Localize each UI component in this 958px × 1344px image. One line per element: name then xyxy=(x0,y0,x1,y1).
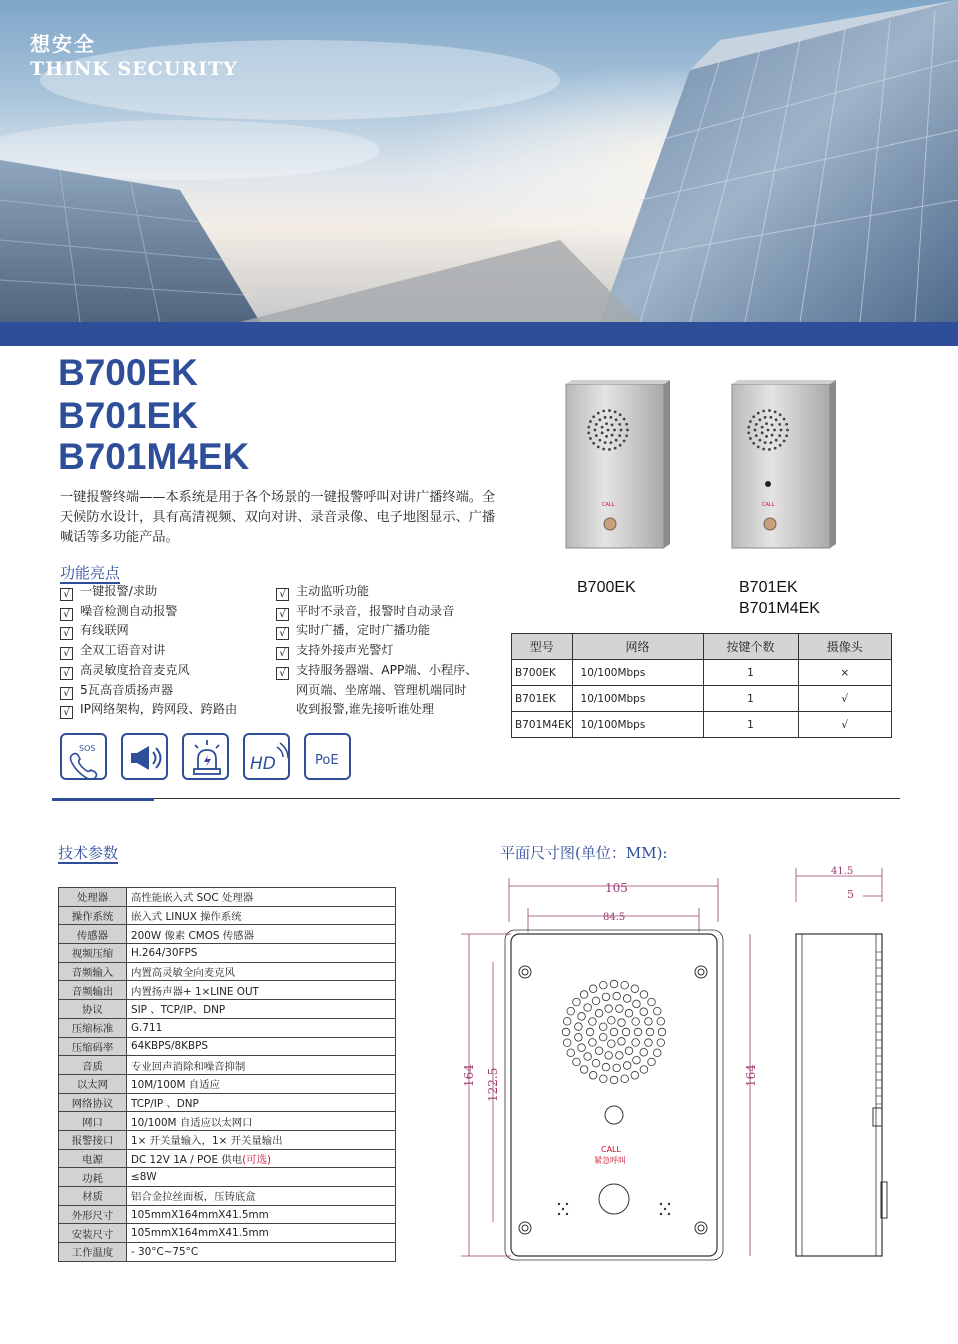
spec-value xyxy=(127,1205,396,1224)
table-cell: √ xyxy=(798,712,891,738)
spec-value-text: 64KBPS/8KBPS xyxy=(131,1040,208,1053)
spec-key: 以太网 xyxy=(59,1074,127,1093)
model-title: B700EK xyxy=(58,352,198,393)
spec-value xyxy=(127,1224,396,1243)
spec-value-text: DC 12V 1A / POE 供电 xyxy=(131,1153,243,1166)
spec-value xyxy=(127,981,396,1000)
spec-value xyxy=(127,1018,396,1037)
product-label-b701ek: B701EK xyxy=(739,579,798,596)
dim-lip: 5 xyxy=(847,888,854,901)
feature-item xyxy=(60,700,237,720)
table-cell: 1 xyxy=(703,712,798,738)
spec-value xyxy=(127,1112,396,1131)
product-photo-b701ek xyxy=(726,378,846,554)
feature-item xyxy=(276,681,477,701)
table-cell: B701EK xyxy=(512,686,573,712)
check-icon: √ xyxy=(60,608,73,621)
building-skyline-image xyxy=(0,0,958,322)
spec-value-text: 105mmX164mmX41.5mm xyxy=(131,1227,269,1240)
poe-icon xyxy=(304,733,351,780)
model-comparison-table xyxy=(511,633,892,738)
dim-width: 105 xyxy=(605,881,628,895)
feature-label: 实时广播，定时广播功能 xyxy=(296,623,431,638)
spec-row xyxy=(59,944,396,963)
spec-key: 外形尺寸 xyxy=(59,1205,127,1224)
spec-row xyxy=(59,1093,396,1112)
spec-key: 视频压缩 xyxy=(59,944,127,963)
spec-key: 功耗 xyxy=(59,1168,127,1187)
spec-key: 处理器 xyxy=(59,888,127,907)
spec-value-text: 铝合金拉丝面板，压铸底盒 xyxy=(131,1191,256,1204)
spec-row xyxy=(59,1112,396,1131)
feature-label: 高灵敏度拾音麦克风 xyxy=(80,662,190,677)
spec-value-text: 10/100M 自适应以太网口 xyxy=(131,1116,253,1129)
specs-heading: 技术参数 xyxy=(58,844,119,862)
feature-label: 主动监听功能 xyxy=(296,584,370,598)
check-icon: √ xyxy=(60,588,73,601)
model-title: B701M4EK xyxy=(58,436,250,477)
spec-value-text: 嵌入式 LINUX 操作系统 xyxy=(131,911,242,924)
check-icon: √ xyxy=(60,687,73,700)
spec-value xyxy=(127,962,396,981)
spec-row xyxy=(59,1056,396,1075)
feature-item xyxy=(60,621,237,641)
spec-value-text: 高性能嵌入式 SOC 处理器 xyxy=(131,892,254,905)
feature-label: 噪音检测自动报警 xyxy=(80,603,178,618)
spec-value-text: ≤8W xyxy=(131,1171,157,1184)
hd-video-icon xyxy=(243,733,290,780)
spec-value xyxy=(127,944,396,963)
dim-height: 164 xyxy=(462,1064,476,1087)
spec-row xyxy=(59,1168,396,1187)
features-left-list xyxy=(60,582,237,720)
svg-text:紧急呼叫: 紧急呼叫 xyxy=(594,1156,626,1165)
spec-value xyxy=(127,1130,396,1149)
dim-inner-width: 84.5 xyxy=(603,912,626,923)
brand-name-en: THINK SECURITY xyxy=(30,58,238,80)
product-photo-b700ek xyxy=(560,378,680,554)
spec-value xyxy=(127,1056,396,1075)
spec-value xyxy=(127,1149,396,1168)
spec-row xyxy=(59,1018,396,1037)
table-row xyxy=(512,712,892,738)
dimension-heading: 平面尺寸图(单位：MM): xyxy=(500,844,668,862)
table-cell: B701M4EK xyxy=(512,712,573,738)
spec-key: 音质 xyxy=(59,1056,127,1075)
feature-item xyxy=(276,582,477,602)
spec-value-text: 1× 开关量输入，1× 开关量输出 xyxy=(131,1135,283,1148)
alarm-light-icon xyxy=(182,733,229,780)
spec-value xyxy=(127,1168,396,1187)
spec-key: 工作温度 xyxy=(59,1243,127,1262)
spec-row xyxy=(59,1074,396,1093)
hero-banner xyxy=(0,0,958,322)
spec-key: 音频输出 xyxy=(59,981,127,1000)
feature-item xyxy=(276,641,477,661)
table-cell: 1 xyxy=(703,686,798,712)
spec-value xyxy=(127,1243,396,1262)
table-header-row xyxy=(512,634,892,660)
product-label-b700ek: B700EK xyxy=(577,579,636,596)
column-header: 按键个数 xyxy=(703,634,798,660)
feature-label: 平时不录音，报警时自动录音 xyxy=(296,603,455,618)
spec-row xyxy=(59,1000,396,1019)
table-cell: 10/100Mbps xyxy=(572,686,703,712)
feature-item xyxy=(60,641,237,661)
column-header: 网络 xyxy=(572,634,703,660)
features-heading: 功能亮点 xyxy=(60,564,121,582)
feature-item xyxy=(276,602,477,622)
spec-key: 材质 xyxy=(59,1187,127,1206)
spec-value-text: 200W 像素 CMOS 传感器 xyxy=(131,929,254,942)
spec-value xyxy=(127,906,396,925)
dim-depth: 41.5 xyxy=(831,866,854,877)
spec-key: 协议 xyxy=(59,1000,127,1019)
spec-value-text: 105mmX164mmX41.5mm xyxy=(131,1208,269,1221)
spec-value xyxy=(127,1093,396,1112)
dimension-drawing xyxy=(455,862,900,1274)
svg-text:SOS: SOS xyxy=(79,744,96,753)
feature-label: 一键报警/求助 xyxy=(80,584,158,598)
check-icon: √ xyxy=(276,588,289,601)
check-icon: √ xyxy=(60,647,73,660)
spec-row xyxy=(59,1130,396,1149)
spec-value xyxy=(127,888,396,907)
spec-key: 报警接口 xyxy=(59,1130,127,1149)
spec-value xyxy=(127,925,396,944)
spec-key: 压缩码率 xyxy=(59,1037,127,1056)
spec-row xyxy=(59,962,396,981)
spec-key: 网络协议 xyxy=(59,1093,127,1112)
check-icon: √ xyxy=(60,706,73,719)
spec-value-text: TCP/IP 、DNP xyxy=(131,1097,199,1110)
optional-note: (可选) xyxy=(242,1153,272,1166)
spec-row xyxy=(59,1187,396,1206)
spec-value-text: 内置高灵敏全向麦克风 xyxy=(131,967,235,980)
feature-item xyxy=(276,700,477,720)
check-icon: √ xyxy=(60,627,73,640)
spec-value xyxy=(127,1187,396,1206)
spec-value xyxy=(127,1074,396,1093)
dim-inner-height: 122.5 xyxy=(486,1067,500,1102)
spec-value-text: - 30°C~75°C xyxy=(131,1245,199,1258)
svg-text:PoE: PoE xyxy=(315,753,339,768)
check-icon: √ xyxy=(276,667,289,680)
section-divider xyxy=(52,798,900,799)
table-cell: 1 xyxy=(703,660,798,686)
feature-label: 支持服务器端、APP端、小程序、 xyxy=(296,662,478,677)
check-icon: √ xyxy=(276,608,289,621)
spec-value-text: H.264/30FPS xyxy=(131,946,198,959)
spec-key: 安装尺寸 xyxy=(59,1224,127,1243)
spec-key: 传感器 xyxy=(59,925,127,944)
section-divider-accent xyxy=(52,798,154,801)
svg-text:HD: HD xyxy=(250,754,276,774)
dim-side-height: 164 xyxy=(744,1064,758,1087)
feature-label: 支持外接声光警灯 xyxy=(296,643,394,658)
product-label-b701m4ek: B701M4EK xyxy=(739,600,820,617)
feature-label: 全双工语音对讲 xyxy=(80,643,166,658)
spec-key: 音频输入 xyxy=(59,962,127,981)
feature-label: IP网络架构，跨网段、跨路由 xyxy=(80,702,238,717)
feature-label: 网页端、坐席端、管理机端同时 xyxy=(296,682,467,697)
spec-row xyxy=(59,1205,396,1224)
feature-label: 有线联网 xyxy=(80,623,129,638)
table-row xyxy=(512,660,892,686)
table-row xyxy=(512,686,892,712)
column-header: 型号 xyxy=(512,634,573,660)
spec-value-text: 10M/100M 自适应 xyxy=(131,1079,220,1092)
spec-key: 压缩标准 xyxy=(59,1018,127,1037)
spec-row xyxy=(59,906,396,925)
feature-item xyxy=(60,602,237,622)
feature-item xyxy=(60,681,237,701)
spec-key: 操作系统 xyxy=(59,906,127,925)
svg-text:CALL: CALL xyxy=(762,502,775,508)
table-cell: 10/100Mbps xyxy=(572,660,703,686)
feature-label: 5瓦高音质扬声器 xyxy=(80,682,174,697)
spec-row xyxy=(59,1149,396,1168)
svg-text:CALL: CALL xyxy=(602,502,615,508)
spec-value-text: G.711 xyxy=(131,1021,163,1034)
spec-row xyxy=(59,1037,396,1056)
spec-row xyxy=(59,1243,396,1262)
spec-key: 电源 xyxy=(59,1149,127,1168)
spec-value xyxy=(127,1000,396,1019)
features-right-list xyxy=(276,582,477,720)
table-cell: 10/100Mbps xyxy=(572,712,703,738)
brand-name-cn: 想安全 xyxy=(30,32,96,56)
table-cell: √ xyxy=(798,686,891,712)
check-icon: √ xyxy=(60,667,73,680)
spec-row xyxy=(59,925,396,944)
spec-row xyxy=(59,888,396,907)
spec-key: 网口 xyxy=(59,1112,127,1131)
spec-value-text: SIP 、TCP/IP、DNP xyxy=(131,1004,226,1017)
product-intro: 一键报警终端——本系统是用于各个场景的一键报警呼叫对讲广播终端。全天候防水设计，具有高清视频、双向对讲、录音录像、电子地图显示、广播喊话等多功能产品。 xyxy=(60,490,496,545)
table-cell: B700EK xyxy=(512,660,573,686)
spec-row xyxy=(59,981,396,1000)
feature-item xyxy=(60,661,237,681)
spec-value xyxy=(127,1037,396,1056)
feature-item xyxy=(276,661,477,681)
check-icon: √ xyxy=(276,647,289,660)
column-header: 摄像头 xyxy=(798,634,891,660)
feature-label: 收到报警,谁先接听谁处理 xyxy=(296,702,434,717)
model-title: B701EK xyxy=(58,395,198,436)
feature-item xyxy=(60,582,237,602)
header-band xyxy=(0,322,958,346)
spec-value-text: 内置扬声器+ 1×LINE OUT xyxy=(131,985,259,998)
feature-item xyxy=(276,621,477,641)
check-icon: √ xyxy=(276,627,289,640)
sos-phone-icon xyxy=(60,733,107,780)
table-cell: × xyxy=(798,660,891,686)
loudspeaker-icon xyxy=(121,733,168,780)
spec-row xyxy=(59,1224,396,1243)
spec-table xyxy=(58,887,396,1262)
spec-value-text: 专业回声消除和噪音抑制 xyxy=(131,1060,246,1073)
svg-text:CALL: CALL xyxy=(601,1145,621,1154)
